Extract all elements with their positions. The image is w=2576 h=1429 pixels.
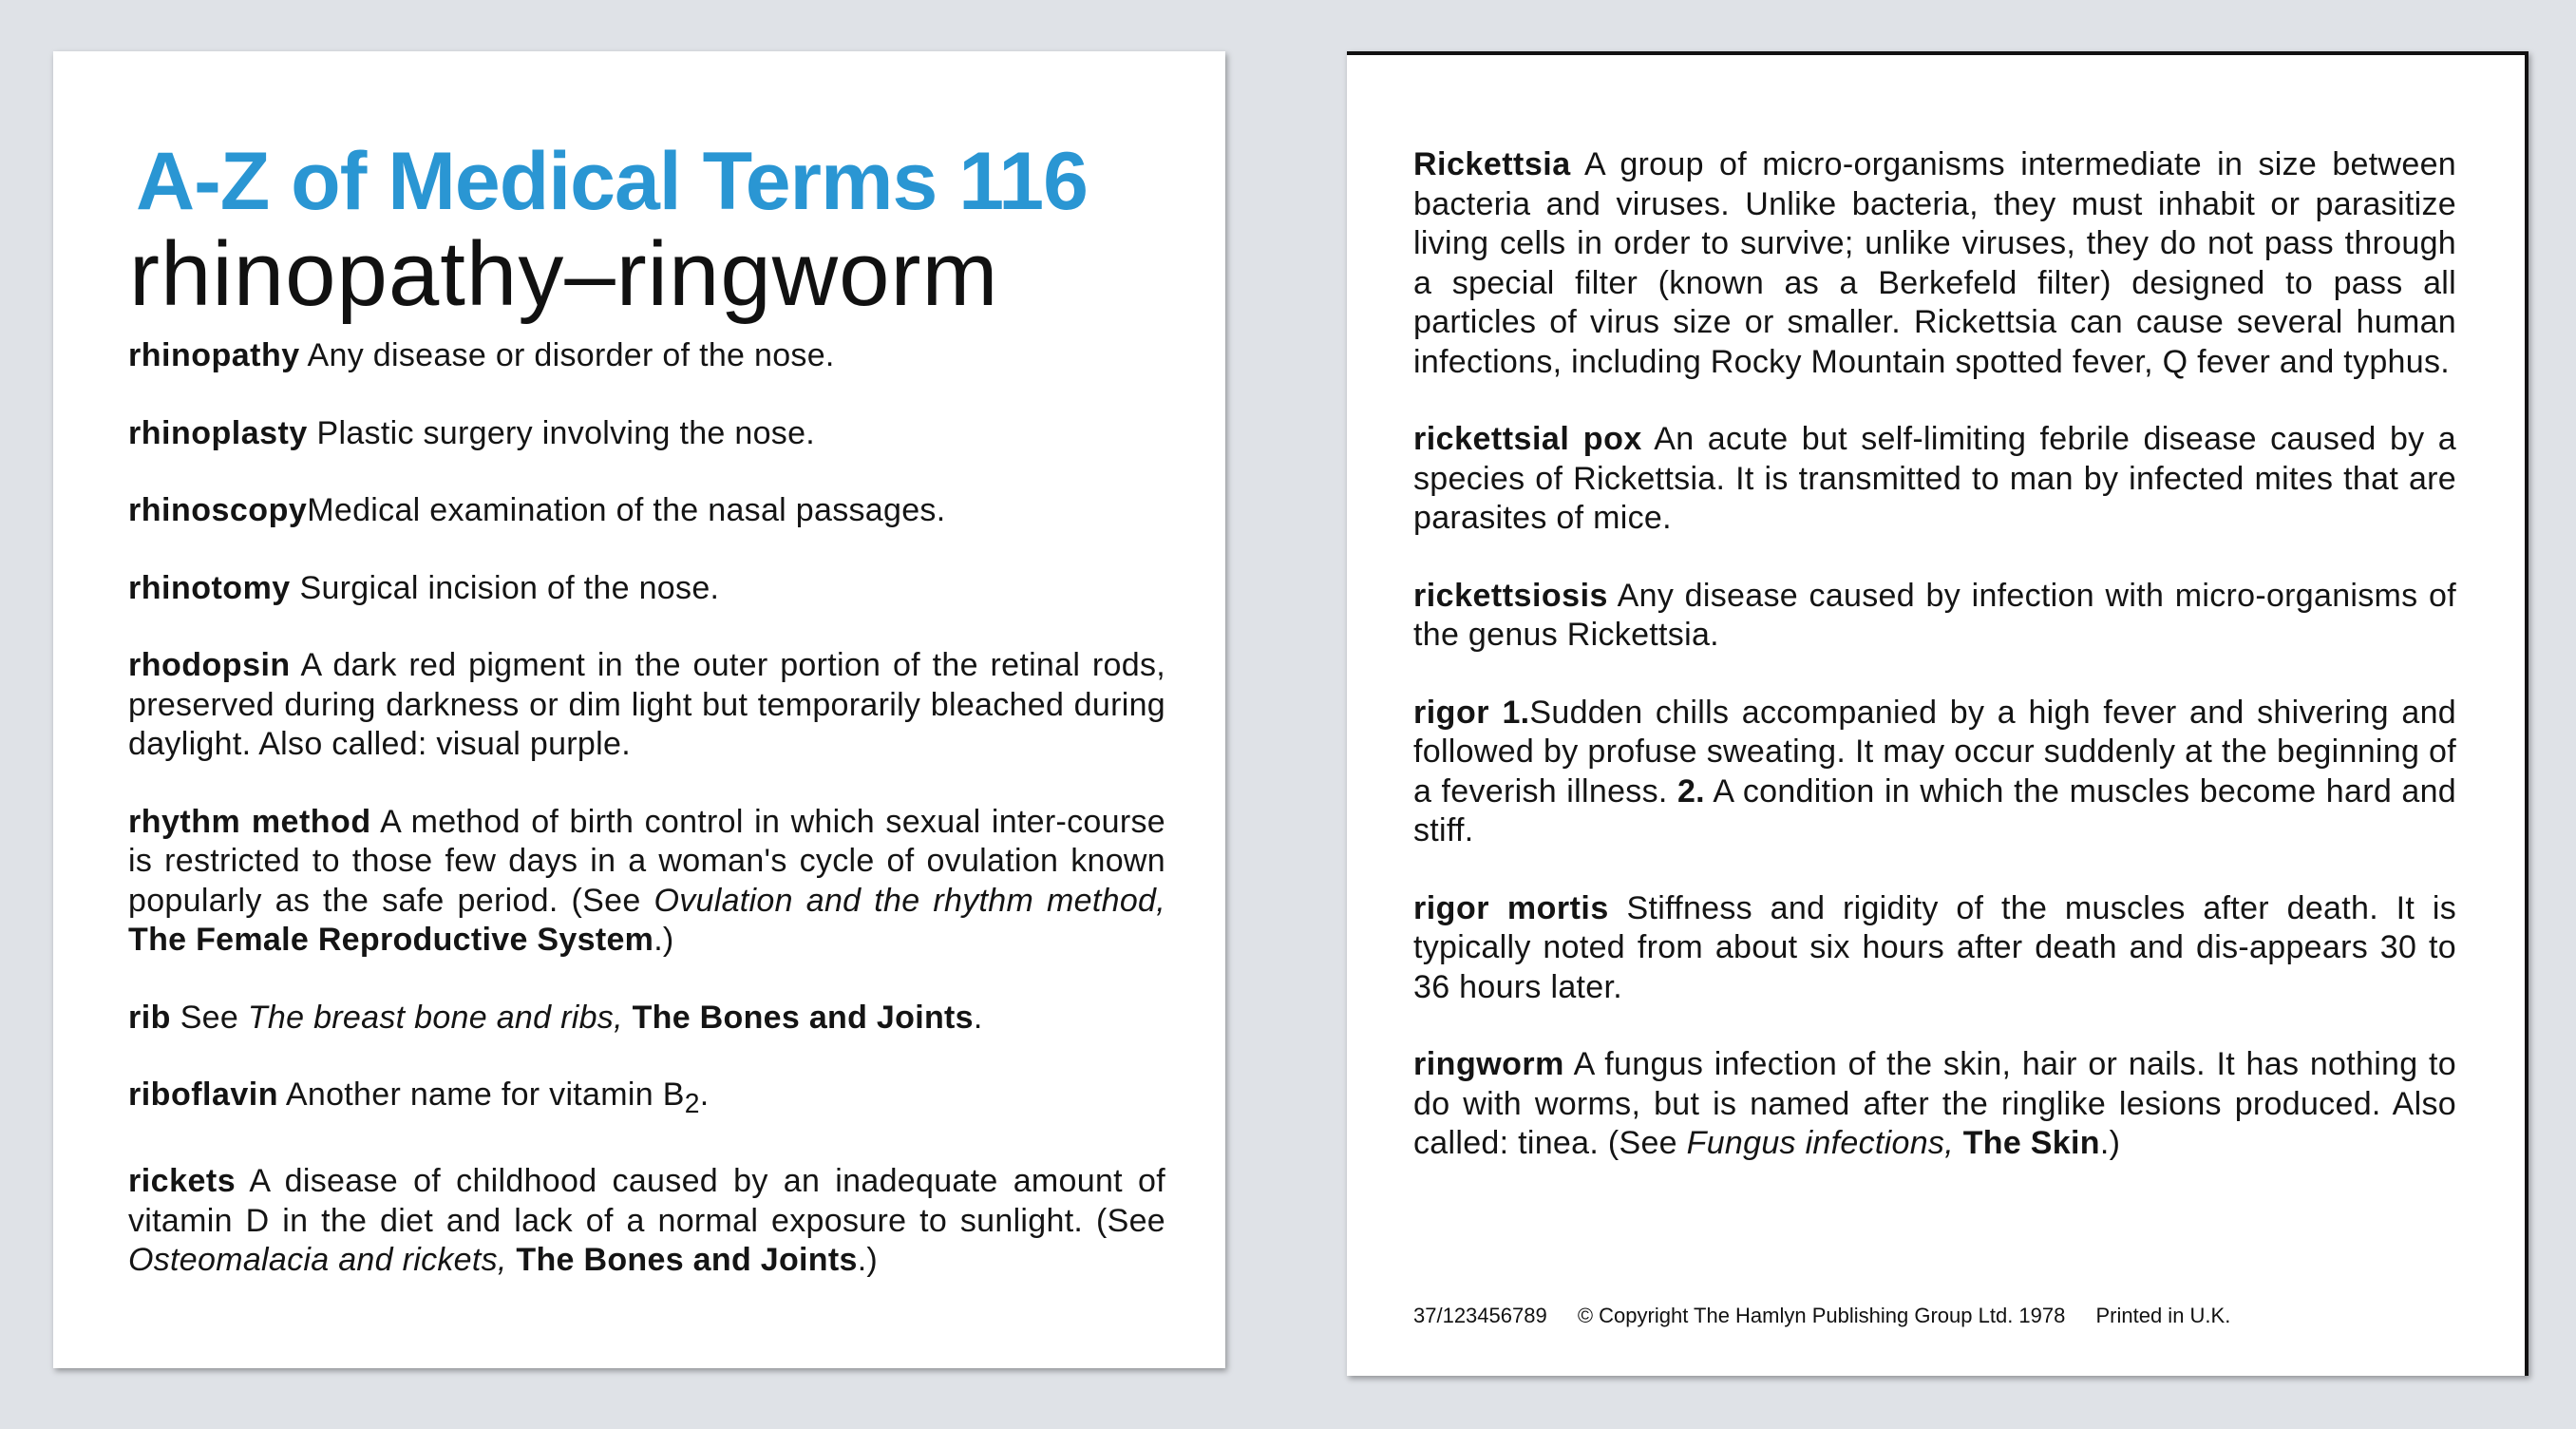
entry-rhinotomy — [128, 569, 1165, 609]
card-subtitle: rhinopathy–ringworm — [129, 223, 999, 325]
entry-definition: See — [180, 999, 239, 1036]
card-footer — [1413, 1304, 2255, 1328]
entry-rhinoscopy — [128, 491, 1165, 531]
entry-reference-bold: The Female Reproductive System — [128, 922, 654, 958]
entry-rickets — [128, 1162, 1165, 1281]
entry-definition: A disease of childhood caused by an inadequate amount of vitamin D in the diet and lack of a normal exposure to sunlight. (See — [128, 1163, 1166, 1239]
entry-rib — [128, 999, 1165, 1038]
entry-definition: A method of birth control in which sexual inter-course is restricted to those few days in a woman's cycle of ovulation known popularly as the safe period. (See — [128, 803, 1165, 919]
right-card — [1347, 51, 2529, 1376]
entry-rickettsial-pox — [1413, 420, 2456, 539]
entry-term: rhinoplasty — [128, 414, 308, 451]
entry-term: rickettsiosis — [1413, 577, 1608, 614]
entry-term: ringworm — [1413, 1046, 1564, 1082]
entry-sense-number: 2. — [1676, 772, 1705, 810]
entry-definition: Any disease or disorder of the nose. — [307, 337, 835, 373]
entry-definition: A dark red pigment in the outer portion of the retinal rods, preserved during darkness or dim light but temporarily bleached during daylight. Also called: visual purple. — [128, 647, 1165, 762]
entry-term: riboflavin — [128, 1077, 279, 1113]
entry-reference-end: .) — [857, 1242, 879, 1279]
card-title: A-Z of Medical Terms 116 — [136, 136, 1088, 227]
entry-rickettsia — [1413, 145, 2456, 382]
entry-term: rhythm method — [128, 803, 371, 840]
entry-reference-italic: The breast bone and ribs, — [247, 999, 623, 1036]
entry-rhodopsin — [128, 646, 1165, 765]
entry-reference-end: .) — [2099, 1125, 2121, 1161]
entry-term: rhodopsin — [128, 647, 291, 683]
entry-term: rickettsial pox — [1413, 421, 1642, 457]
entry-rickettsiosis — [1413, 577, 2456, 656]
entry-definition: Stiffness and rigidity of the muscles after death. It is typically noted from about six hours after death and dis-appears 30 to 36 hours later. — [1413, 889, 2457, 1005]
entry-definition: Surgical incision of the nose. — [299, 569, 720, 606]
entry-term: rib — [128, 999, 171, 1036]
footer-code: 37/123456789 — [1413, 1304, 1547, 1327]
entry-reference-italic: Osteomalacia and rickets, — [128, 1242, 507, 1279]
entry-reference-italic: Fungus infections, — [1686, 1125, 1954, 1161]
entry-riboflavin — [128, 1076, 1165, 1124]
entry-reference-bold: The Bones and Joints — [632, 999, 974, 1036]
footer-copyright: © Copyright The Hamlyn Publishing Group Ltd. 1978 — [1577, 1304, 2066, 1327]
entry-reference-italic: Ovulation and the rhythm method, — [653, 882, 1165, 919]
entry-definition: A group of micro-organisms intermediate in size between bacteria and viruses. Unlike bacteria, they must inhabit or parasitize living cells in order to survive; unlike viruses, they do not pass through a special filter (known as a Berkefeld filter) designed to pass all particles of virus size or smaller. Rickettsia can cause several human infections, including Rocky Mountain spotted fever, Q fever and typhus. — [1413, 146, 2456, 380]
entry-term: Rickettsia — [1413, 146, 1571, 182]
entry-definition: Another name for vitamin B — [285, 1077, 685, 1113]
footer-printed: Printed in U.K. — [2095, 1304, 2231, 1327]
entry-term: rigor — [1413, 694, 1489, 731]
entry-rhinopathy — [128, 336, 1165, 376]
entry-rigor-mortis — [1413, 889, 2456, 1008]
entry-definition: A fungus infection of the skin, hair or nails. It has nothing to do with worms, but is named after the ringlike lesions produced. Also called: tinea. (See — [1413, 1046, 2457, 1161]
left-entries-list — [128, 336, 1165, 1319]
entry-reference-bold: The Bones and Joints — [516, 1242, 858, 1279]
entry-term: rigor mortis — [1413, 889, 1609, 926]
entry-term: rhinotomy — [128, 569, 291, 606]
entry-definition: Sudden chills accompanied by a high fever and shivering and followed by profuse sweating. It may occur suddenly at the beginning of a feverish illness. — [1413, 694, 2456, 810]
entry-definition: Plastic surgery involving the nose. — [316, 414, 816, 451]
entry-rhythm-method — [128, 803, 1165, 961]
right-entries-list — [1413, 145, 2456, 1202]
entry-reference-end: . — [699, 1077, 710, 1113]
entry-rhinoplasty — [128, 414, 1165, 454]
entry-reference-end: . — [973, 999, 983, 1036]
entry-term: rickets — [128, 1163, 237, 1200]
entry-term: rhinoscopy — [128, 492, 308, 528]
entry-definition: Medical examination of the nasal passages. — [307, 492, 946, 528]
entry-subscript: 2 — [684, 1088, 700, 1119]
entry-ringworm — [1413, 1045, 2456, 1164]
entry-term: rhinopathy — [128, 337, 300, 373]
entry-rigor — [1413, 694, 2456, 851]
left-card — [53, 51, 1225, 1368]
entry-definition: An acute but self-limiting febrile disease caused by a species of Rickettsia. It is transmitted to man by infected mites that are parasites of mice. — [1413, 421, 2457, 536]
entry-definition-2: A condition in which the muscles become hard and stiff. — [1413, 772, 2456, 848]
entry-reference-bold: The Skin — [1962, 1125, 2100, 1161]
entry-sense-number: 1. — [1502, 694, 1530, 731]
entry-definition: Any disease caused by infection with micro-organisms of the genus Rickettsia. — [1413, 577, 2456, 653]
entry-reference-end: .) — [653, 922, 674, 958]
